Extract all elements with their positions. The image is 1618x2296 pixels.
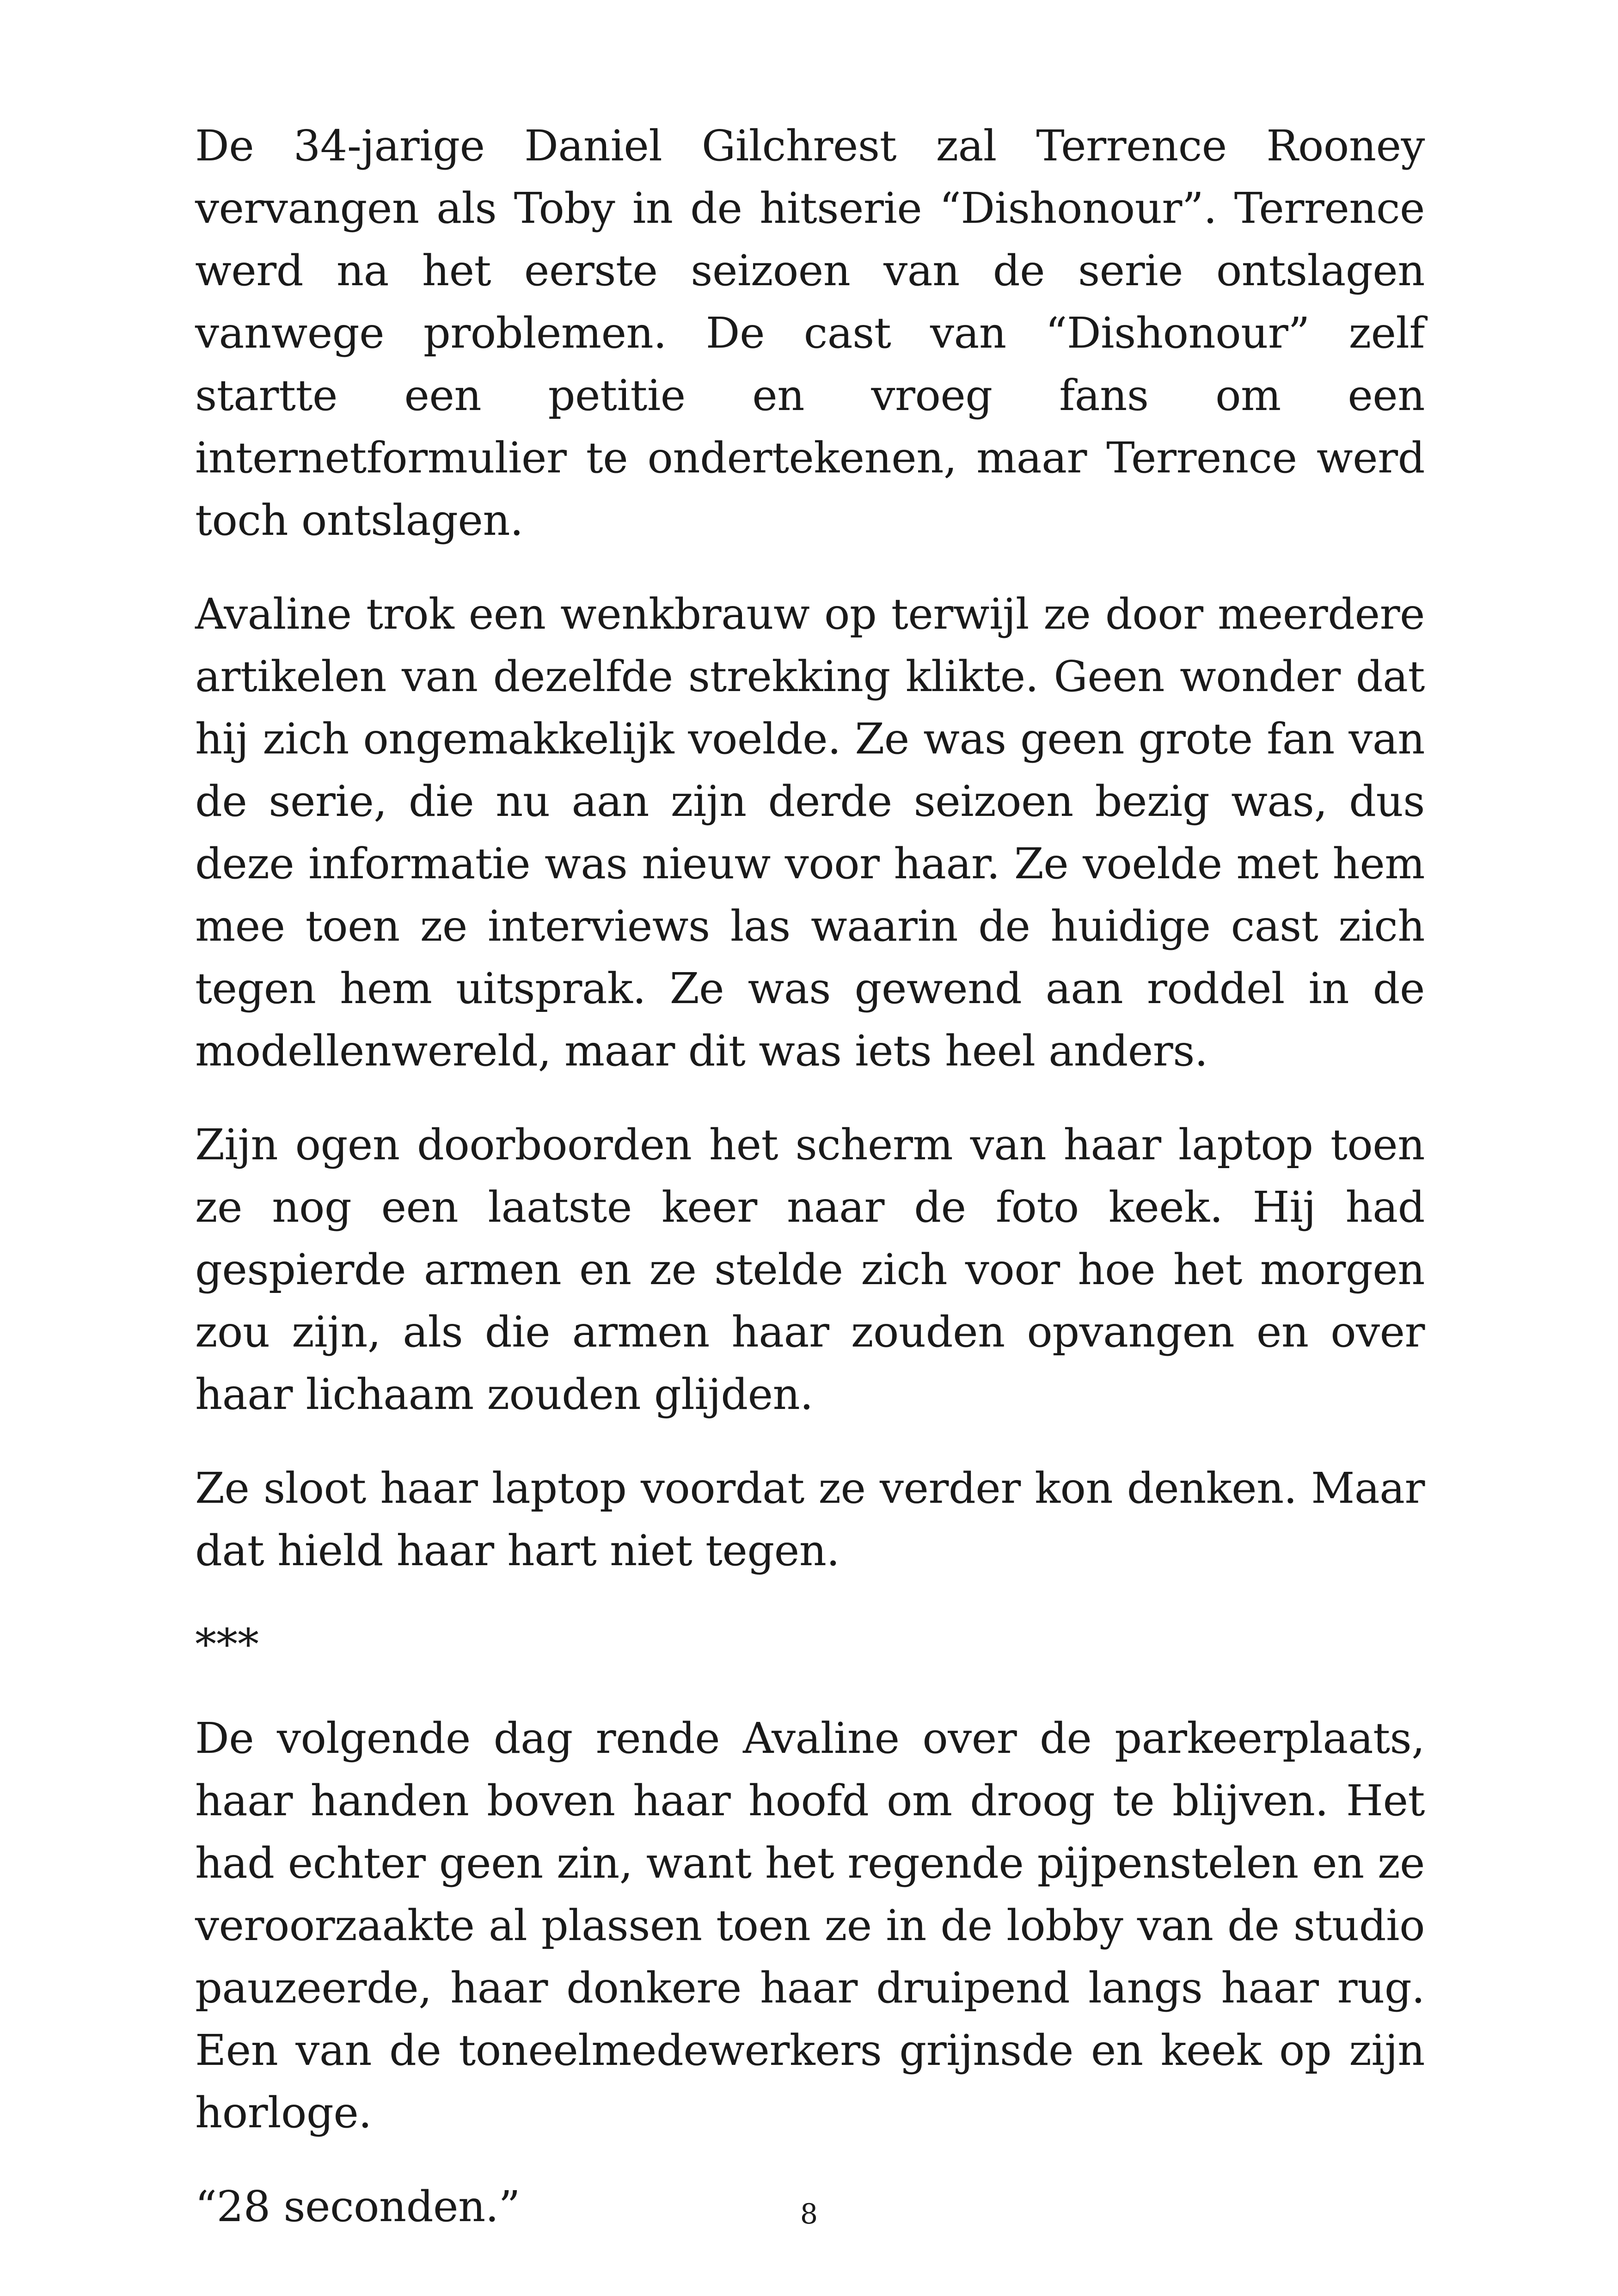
paragraph: Ze sloot haar laptop voordat ze verder kon denken. Maar dat hield haar hart niet tegen. <box>195 1463 1425 1575</box>
paragraph: Avaline trok een wenkbrauw op terwijl ze door meerdere artikelen van dezelfde strekking klikte. Geen wonder dat hij zich ongemakkelijk voelde. Ze was geen grote fan van de serie, die nu aan zijn derde seizoen bezig was, dus deze informatie was nieuw voor haar. Ze voelde met hem mee toen ze interviews las waarin de huidige cast zich tegen hem uitsprak. Ze was gewend aan roddel in de modellenwereld, maar dit was iets heel anders. <box>195 589 1425 1076</box>
dialogue-line: “28 seconden.” <box>195 2182 521 2231</box>
page-number: 8 <box>800 2198 818 2230</box>
paragraph: De volgende dag rende Avaline over de parkeerplaats, haar handen boven haar hoofd om droog te blijven. Het had echter geen zin, want het regende pijpenstelen en ze veroorzaakte al plassen toen ze in de lobby van de studio pauzeerde, haar donkere haar druipend langs haar rug. Een van de toneelmedewerkers grijnsde en keek op zijn horloge. <box>195 1714 1425 2137</box>
paragraph: De 34-jarige Daniel Gilchrest zal Terrence Rooney vervangen als Toby in de hitserie “Dishonour”. Terrence werd na het eerste seizoen van de serie ontslagen vanwege problemen. De cast van “Dishonour” zelf startte een petitie en vroeg fans om een internetformulier te ondertekenen, maar Terrence werd toch ontslagen. <box>195 121 1425 545</box>
paragraph: Zijn ogen doorboorden het scherm van haar laptop toen ze nog een laatste keer naar de foto keek. Hij had gespierde armen en ze stelde zich voor hoe het morgen zou zijn, als die armen haar zouden opvangen en over haar lichaam zouden glijden. <box>195 1120 1425 1419</box>
page-body <box>195 115 1425 2269</box>
scene-separator: *** <box>195 1620 259 1669</box>
